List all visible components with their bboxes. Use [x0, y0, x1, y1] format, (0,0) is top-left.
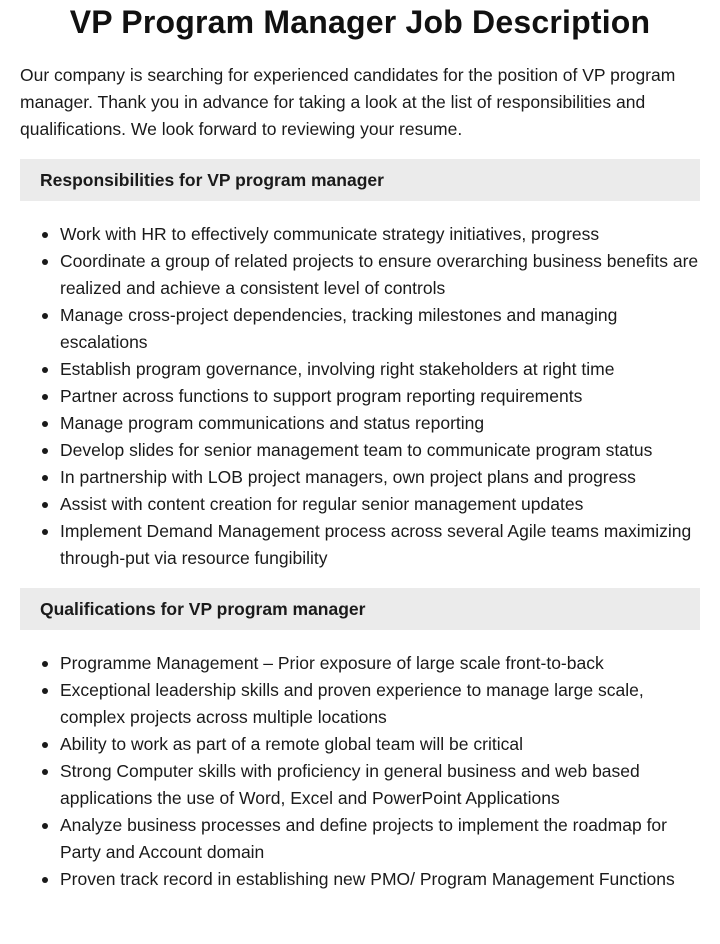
list-item: Work with HR to effectively communicate strategy initiatives, progress — [60, 221, 700, 248]
responsibilities-list — [20, 221, 700, 572]
responsibilities-heading: Responsibilities for VP program manager — [20, 159, 700, 201]
qualifications-list — [20, 650, 700, 893]
list-item: Establish program governance, involving right stakeholders at right time — [60, 356, 700, 383]
list-item: Implement Demand Management process across several Agile teams maximizing through-put via resource fungibility — [60, 518, 700, 572]
page-title: VP Program Manager Job Description — [69, 4, 651, 40]
list-item: Exceptional leadership skills and proven experience to manage large scale, complex projects across multiple locations — [60, 677, 700, 731]
list-item: Manage cross-project dependencies, tracking milestones and managing escalations — [60, 302, 700, 356]
intro-paragraph: Our company is searching for experienced candidates for the position of VP program manager. Thank you in advance for taking a look at the list of responsibilities and qualifications. We look forward to reviewing your resume. — [20, 65, 676, 139]
list-item: Manage program communications and status reporting — [60, 410, 700, 437]
list-item: Analyze business processes and define projects to implement the roadmap for Party and Account domain — [60, 812, 700, 866]
list-item: Ability to work as part of a remote global team will be critical — [60, 731, 700, 758]
list-item: In partnership with LOB project managers, own project plans and progress — [60, 464, 700, 491]
list-item: Programme Management – Prior exposure of large scale front-to-back — [60, 650, 700, 677]
list-item: Strong Computer skills with proficiency in general business and web based applications the use of Word, Excel and PowerPoint Applications — [60, 758, 700, 812]
list-item: Proven track record in establishing new PMO/ Program Management Functions — [60, 866, 700, 893]
qualifications-heading: Qualifications for VP program manager — [20, 588, 700, 630]
list-item: Develop slides for senior management team to communicate program status — [60, 437, 700, 464]
list-item: Assist with content creation for regular senior management updates — [60, 491, 700, 518]
list-item: Partner across functions to support program reporting requirements — [60, 383, 700, 410]
list-item: Coordinate a group of related projects to ensure overarching business benefits are realized and achieve a consistent level of controls — [60, 248, 700, 302]
